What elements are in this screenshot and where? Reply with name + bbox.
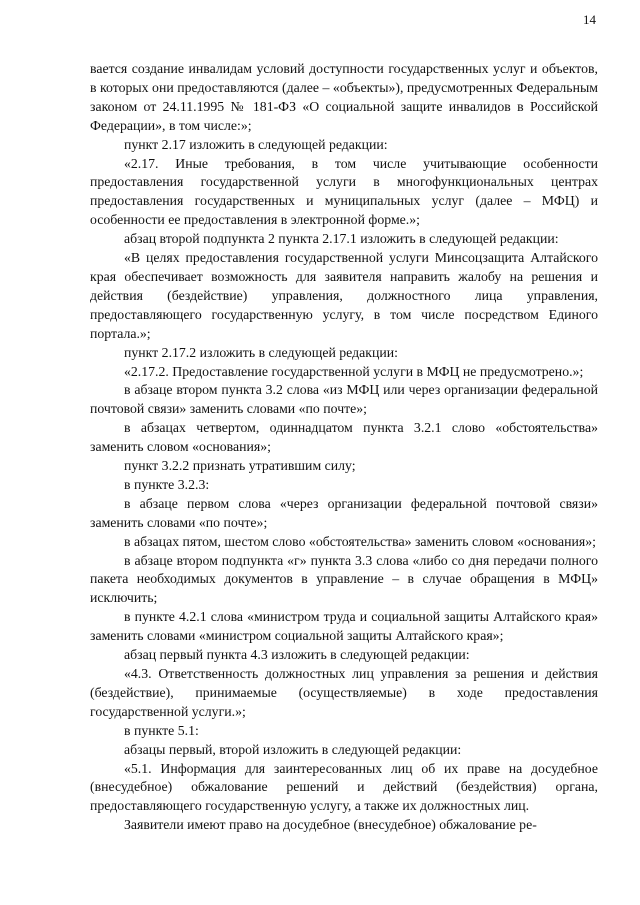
paragraph-13: в абзацах пятом, шестом слово «обстоятельства» заменить словом «основания»; xyxy=(124,533,596,549)
paragraph-18: в пункте 5.1: xyxy=(124,722,199,738)
paragraph-7: «2.17.2. Предоставление государственной услуги в МФЦ не предусмотрено.»; xyxy=(124,363,584,379)
paragraph-9: в абзацах четвертом, одиннадцатом пункта 3.2.1 слово «обстоятельства» заменить словом «основания»; xyxy=(90,420,598,455)
paragraph-1: вается создание инвалидам условий доступности государственных услуг и объектов, в которых они предоставляются (далее – «объекты»), предусмотренных Федеральным законом от 24.11.1995 № 181-ФЗ «О социальной защите инвалидов в Российской Федерации», в том числе:»; xyxy=(90,61,598,133)
paragraph-14: в абзаце втором подпункта «г» пункта 3.3 слова «либо со дня передачи полного пакета необходимых документов в управление – в случае обращения в МФЦ» исключить; xyxy=(90,552,598,606)
page-number: 14 xyxy=(583,12,596,27)
paragraph-11: в пункте 3.2.3: xyxy=(124,476,210,492)
paragraph-5: «В целях предоставления государственной услуги Минсоцзащита Алтайского края обеспечивает возможность для заявителя направить жалобу на решения и действия (бездействие) управления, должностного лица управления, предоставляющего государственную услугу, в том числе посредством Единого портала.»; xyxy=(90,250,598,341)
paragraph-17: «4.3. Ответственность должностных лиц управления за решения и действия (бездействие), принимаемые (осуществляемые) в ходе предоставления государственной услуги.»; xyxy=(90,666,598,719)
paragraph-21: Заявители имеют право на досудебное (внесудебное) обжалование ре- xyxy=(124,817,537,833)
paragraph-20: «5.1. Информация для заинтересованных лиц об их праве на досудебное (внесудебное) обжалование решений и действий (бездействия) органа, предоставляющего государственную услугу, а также их должностных лиц. xyxy=(90,760,598,814)
paragraph-2: пункт 2.17 изложить в следующей редакции: xyxy=(124,136,388,152)
paragraph-10: пункт 3.2.2 признать утратившим силу; xyxy=(124,458,356,474)
paragraph-3: «2.17. Иные требования, в том числе учитывающие особенности предоставления государственной услуги в многофункциональных центрах предоставления государственных и муниципальных услуг (далее – МФЦ) и особенности ее предоставления в электронной форме.»; xyxy=(90,155,598,228)
paragraph-4: абзац второй подпункта 2 пункта 2.17.1 изложить в следующей редакции: xyxy=(124,231,559,247)
paragraph-19: абзацы первый, второй изложить в следующей редакции: xyxy=(124,741,462,757)
paragraph-16: абзац первый пункта 4.3 изложить в следующей редакции: xyxy=(124,647,470,663)
document-body xyxy=(90,60,598,835)
paragraph-12: в абзаце первом слова «через организации федеральной почтовой связи» заменить словами «по почте»; xyxy=(90,495,598,530)
paragraph-6: пункт 2.17.2 изложить в следующей редакции: xyxy=(124,344,398,360)
paragraph-8: в абзаце втором пункта 3.2 слова «из МФЦ или через организации федеральной почтовой связи» заменить словами «по почте»; xyxy=(90,382,598,417)
paragraph-15: в пункте 4.2.1 слова «министром труда и социальной защиты Алтайского края» заменить словами «министром социальной защиты Алтайского края»; xyxy=(90,609,598,644)
